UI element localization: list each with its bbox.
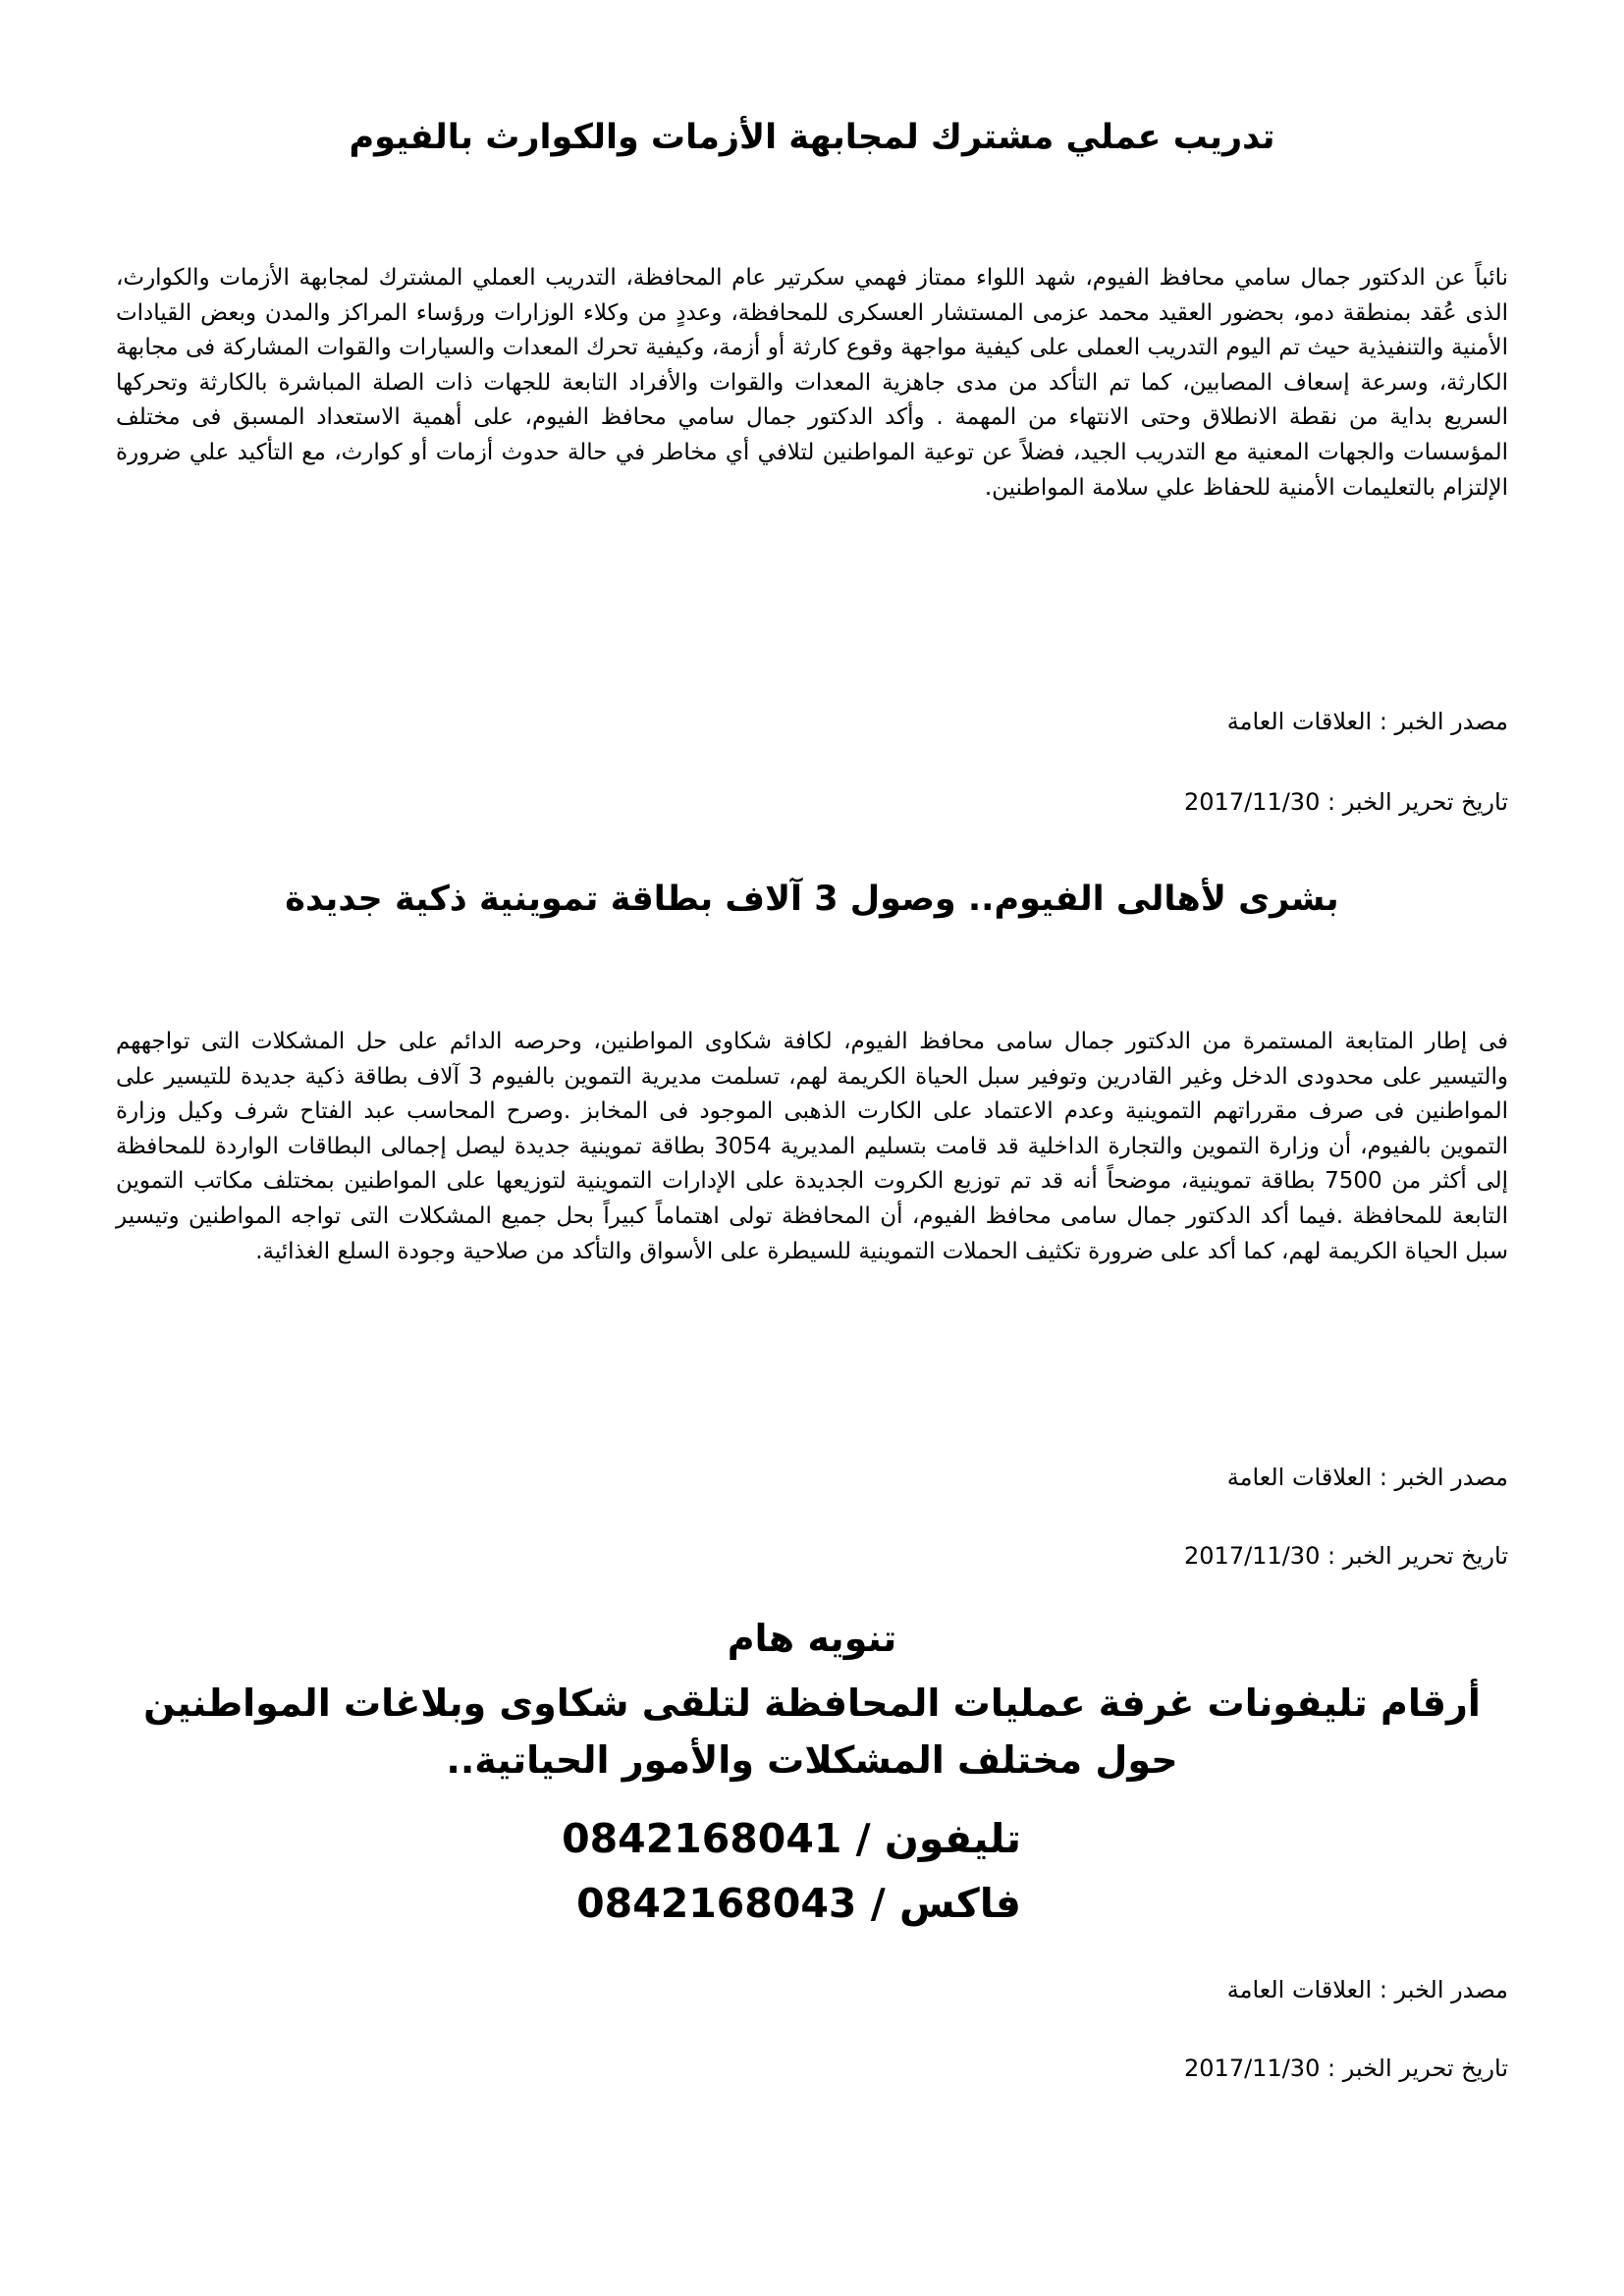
contact-numbers bbox=[511, 1806, 1021, 1936]
phone-label: تليفون / bbox=[855, 1815, 1021, 1862]
article-1-source: مصدر الخبر : العلاقات العامة bbox=[1226, 708, 1508, 735]
notice-heading: تنويه هام bbox=[727, 1617, 897, 1660]
notice-source: مصدر الخبر : العلاقات العامة bbox=[1226, 1976, 1508, 2003]
fax-label: فاكس / bbox=[870, 1880, 1021, 1927]
article-1-date: تاريخ تحرير الخبر : 2017/11/30 bbox=[1184, 788, 1508, 816]
phone-line bbox=[511, 1806, 1021, 1871]
article-2-source: مصدر الخبر : العلاقات العامة bbox=[1226, 1464, 1508, 1491]
article-2-body: فى إطار المتابعة المستمرة من الدكتور جمال سامى محافظ الفيوم، لكافة شكاوى المواطنين، وحرصه الدائم على حل المشكلات التى تواجههم والتيسير على محدودى الدخل وغير القادرين وتوفير سبل الحياة الكريمة لهم، تسلمت مديرية التموين بالفيوم 3 آلاف بطاقة ذكية جديدة للتيسير على المواطنين فى صرف مقرراتهم التموينية وعدم الاعتماد على الكارت الذهبى الموجود فى المخابز .وصرح المحاسب عبد الفتاح شرف وكيل وزارة التموين بالفيوم، أن وزارة التموين والتجارة الداخلية قد قامت بتسليم المديرية 3054 بطاقة تموينية جديدة ليصل إجمالى البطاقات الواردة للمحافظة إلى أكثر من 7500 بطاقة تموينية، موضحاً أنه قد تم توزيع الكروت الجديدة على الإدارات التموينية لتوزيعها على المواطنين بمختلف مكاتب التموين التابعة للمحافظة .فيما أكد الدكتور جمال سامى محافظ الفيوم، أن المحافظة تولى اهتماماً كبيراً بحل جميع المشكلات التى تواجه المواطنين وتيسير سبل الحياة الكريمة لهم، كما أكد على ضرورة تكثيف الحملات التموينية للسيطرة على الأسواق والتأكد من صلاحية وجودة السلع الغذائية. bbox=[116, 1029, 1508, 1264]
article-2-date: تاريخ تحرير الخبر : 2017/11/30 bbox=[1184, 1542, 1508, 1570]
article-1-title: تدريب عملي مشترك لمجابهة الأزمات والكوارث بالفيوم bbox=[349, 118, 1275, 157]
fax-number: 0842168043 bbox=[576, 1880, 857, 1927]
article-2-title: بشرى لأهالى الفيوم.. وصول 3 آلاف بطاقة تموينية ذكية جديدة bbox=[285, 880, 1339, 919]
phone-number: 0842168041 bbox=[562, 1815, 842, 1862]
article-1-body: نائباً عن الدكتور جمال سامي محافظ الفيوم، شهد اللواء ممتاز فهمي سكرتير عام المحافظة، التدريب العملي المشترك لمجابهة الأزمات والكوارث، الذى عُقد بمنطقة دمو، بحضور العقيد محمد عزمى المستشار العسكرى للمحافظة، وعددٍ من وكلاء الوزارات ورؤساء المراكز والمدن وبعض القيادات الأمنية والتنفيذية حيث تم اليوم التدريب العملى على كيفية مواجهة وقوع كارثة أو أزمة، وكيفية تحرك المعدات والسيارات والقوات المشاركة فى مجابهة الكارثة، وسرعة إسعاف المصابين، كما تم التأكد من مدى جاهزية المعدات والقوات والأفراد التابعة للجهات ذات الصلة المباشرة بالكارثة وتحركها السريع بداية من نقطة الانطلاق وحتى الانتهاء من المهمة . وأكد الدكتور جمال سامي محافظ الفيوم، على أهمية الاستعداد المسبق فى مختلف المؤسسات والجهات المعنية مع التدريب الجيد، فضلاً عن توعية المواطنين لتلافي أي مخاطر في حالة حدوث أزمات أو كوارث، مع التأكيد علي ضرورة الإلتزام بالتعليمات الأمنية للحفاظ علي سلامة المواطنين. bbox=[116, 265, 1508, 501]
notice-date: تاريخ تحرير الخبر : 2017/11/30 bbox=[1184, 2055, 1508, 2082]
notice-text: أرقام تليفونات غرفة عمليات المحافظة لتلقى شكاوى وبلاغات المواطنين حول مختلف المشكلات والأمور الحياتية.. bbox=[143, 1682, 1481, 1782]
fax-line bbox=[511, 1871, 1021, 1936]
